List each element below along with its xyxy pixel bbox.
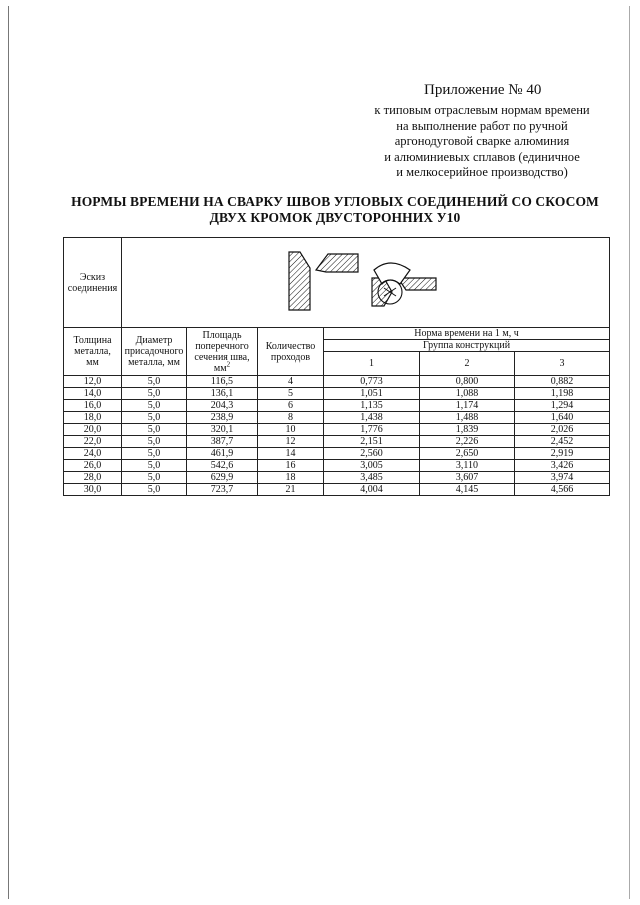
norm-group-header: Норма времени на 1 м, ч — [324, 328, 610, 340]
cell-g3: 2,919 — [515, 448, 610, 460]
cell-g1: 3,485 — [324, 472, 420, 484]
cell-g2: 4,145 — [420, 484, 515, 496]
cell-passes: 16 — [258, 460, 324, 472]
cell-thickness: 26,0 — [64, 460, 122, 472]
cell-thickness: 18,0 — [64, 412, 122, 424]
cell-thickness: 24,0 — [64, 448, 122, 460]
cell-area: 542,6 — [187, 460, 258, 472]
cell-g3: 2,026 — [515, 424, 610, 436]
cell-g3: 0,882 — [515, 376, 610, 388]
group-2-header: 2 — [420, 352, 515, 376]
cell-g3: 2,452 — [515, 436, 610, 448]
cell-g2: 1,174 — [420, 400, 515, 412]
cell-diameter: 5,0 — [122, 460, 187, 472]
appendix-subtitle-line: к типовым отраслевым нормам времени — [374, 103, 590, 117]
cell-diameter: 5,0 — [122, 400, 187, 412]
sketch-label-line: соединения — [67, 282, 118, 294]
table-row — [64, 388, 610, 400]
cell-g1: 1,135 — [324, 400, 420, 412]
table-row — [64, 436, 610, 448]
passes-header — [258, 328, 324, 376]
table-row — [64, 412, 610, 424]
cell-passes: 5 — [258, 388, 324, 400]
area-unit-sup: 2 — [226, 360, 231, 369]
cell-diameter: 5,0 — [122, 436, 187, 448]
table-row — [64, 400, 610, 412]
vertical-plate-drawing — [289, 252, 310, 310]
table-row — [64, 424, 610, 436]
header-line: Толщина — [73, 335, 112, 346]
cell-passes: 14 — [258, 448, 324, 460]
cell-passes: 12 — [258, 436, 324, 448]
cell-area: 723,7 — [187, 484, 258, 496]
cell-g3: 1,640 — [515, 412, 610, 424]
cell-passes: 6 — [258, 400, 324, 412]
table-body — [64, 376, 610, 496]
table-row — [64, 460, 610, 472]
cell-g1: 2,560 — [324, 448, 420, 460]
cell-g3: 4,566 — [515, 484, 610, 496]
diameter-header — [122, 328, 187, 376]
cell-passes: 21 — [258, 484, 324, 496]
appendix-subtitle-line: аргонодуговой сварке алюминия — [394, 134, 570, 148]
cell-diameter: 5,0 — [122, 448, 187, 460]
cell-g1: 4,004 — [324, 484, 420, 496]
cell-thickness: 14,0 — [64, 388, 122, 400]
joint-sketch — [286, 248, 446, 318]
cell-g2: 2,650 — [420, 448, 515, 460]
sketch-row — [64, 238, 610, 328]
thickness-header — [64, 328, 122, 376]
table-row — [64, 448, 610, 460]
cell-area: 461,9 — [187, 448, 258, 460]
sketch-label-cell — [64, 238, 122, 328]
header-line: поперечного — [195, 340, 249, 352]
cell-diameter: 5,0 — [122, 424, 187, 436]
cell-diameter: 5,0 — [122, 376, 187, 388]
cell-g1: 1,438 — [324, 412, 420, 424]
cell-thickness: 20,0 — [64, 424, 122, 436]
header-line: Количество — [265, 340, 316, 352]
cell-area: 136,1 — [187, 388, 258, 400]
header-line: металла, мм — [128, 357, 180, 368]
cell-g2: 1,839 — [420, 424, 515, 436]
area-header — [187, 328, 258, 376]
cell-area: 320,1 — [187, 424, 258, 436]
cell-thickness: 12,0 — [64, 376, 122, 388]
area-unit: мм — [213, 362, 227, 374]
cell-g2: 3,607 — [420, 472, 515, 484]
cell-g3: 3,426 — [515, 460, 610, 472]
cell-g3: 3,974 — [515, 472, 610, 484]
cell-diameter: 5,0 — [122, 412, 187, 424]
header-line: проходов — [270, 351, 311, 363]
cell-g1: 0,773 — [324, 376, 420, 388]
construction-group-header: Группа конструкций — [324, 340, 610, 352]
cell-g3: 1,294 — [515, 400, 610, 412]
angled-plate-drawing — [316, 254, 358, 272]
header-line-unit — [187, 360, 257, 374]
header-row — [64, 328, 610, 340]
title-line: НОРМЫ ВРЕМЕНИ НА СВАРКУ ШВОВ УГЛОВЫХ СОЕДИНЕНИЙ СО СКОСОМ — [71, 194, 599, 209]
cell-area: 387,7 — [187, 436, 258, 448]
cell-passes: 8 — [258, 412, 324, 424]
appendix-subtitle-line: и мелкосерийное производство) — [396, 165, 568, 179]
cell-passes: 18 — [258, 472, 324, 484]
cell-thickness: 30,0 — [64, 484, 122, 496]
table-row — [64, 484, 610, 496]
cell-g2: 3,110 — [420, 460, 515, 472]
cell-g2: 2,226 — [420, 436, 515, 448]
cell-g1: 1,776 — [324, 424, 420, 436]
document-title — [56, 194, 614, 226]
title-line: ДВУХ КРОМОК ДВУСТОРОННИХ У10 — [209, 210, 461, 225]
cell-g2: 1,488 — [420, 412, 515, 424]
cell-g1: 2,151 — [324, 436, 420, 448]
header-line: металла, — [74, 346, 111, 357]
cell-area: 204,3 — [187, 400, 258, 412]
cell-passes: 4 — [258, 376, 324, 388]
header-line: сечения шва, — [194, 351, 250, 363]
header-line: Диаметр — [135, 335, 173, 346]
group-1-header: 1 — [324, 352, 420, 376]
table-row — [64, 472, 610, 484]
cell-passes: 10 — [258, 424, 324, 436]
cell-area: 629,9 — [187, 472, 258, 484]
cell-diameter: 5,0 — [122, 388, 187, 400]
sketch-label-line: Эскиз — [79, 271, 106, 283]
cell-area: 116,5 — [187, 376, 258, 388]
appendix-number: Приложение № 40 — [424, 82, 542, 98]
sketch-cell — [122, 238, 610, 328]
norms-table — [63, 237, 610, 496]
appendix-subtitle-line: и алюминиевых сплавов (единичное — [384, 149, 580, 164]
group-3-header: 3 — [515, 352, 610, 376]
cell-g2: 0,800 — [420, 376, 515, 388]
cell-g2: 1,088 — [420, 388, 515, 400]
header-line: мм — [86, 357, 99, 368]
cell-diameter: 5,0 — [122, 472, 187, 484]
cell-diameter: 5,0 — [122, 484, 187, 496]
cell-g3: 1,198 — [515, 388, 610, 400]
header-line: присадочного — [124, 346, 184, 357]
cell-g1: 1,051 — [324, 388, 420, 400]
cell-g1: 3,005 — [324, 460, 420, 472]
cell-thickness: 22,0 — [64, 436, 122, 448]
appendix-subtitle-line: на выполнение работ по ручной — [396, 118, 568, 133]
header-line: Площадь — [202, 329, 242, 341]
welded-joint-drawing — [372, 263, 436, 306]
appendix-subtitle — [350, 103, 614, 181]
cell-thickness: 16,0 — [64, 400, 122, 412]
table-row — [64, 376, 610, 388]
cell-area: 238,9 — [187, 412, 258, 424]
cell-thickness: 28,0 — [64, 472, 122, 484]
